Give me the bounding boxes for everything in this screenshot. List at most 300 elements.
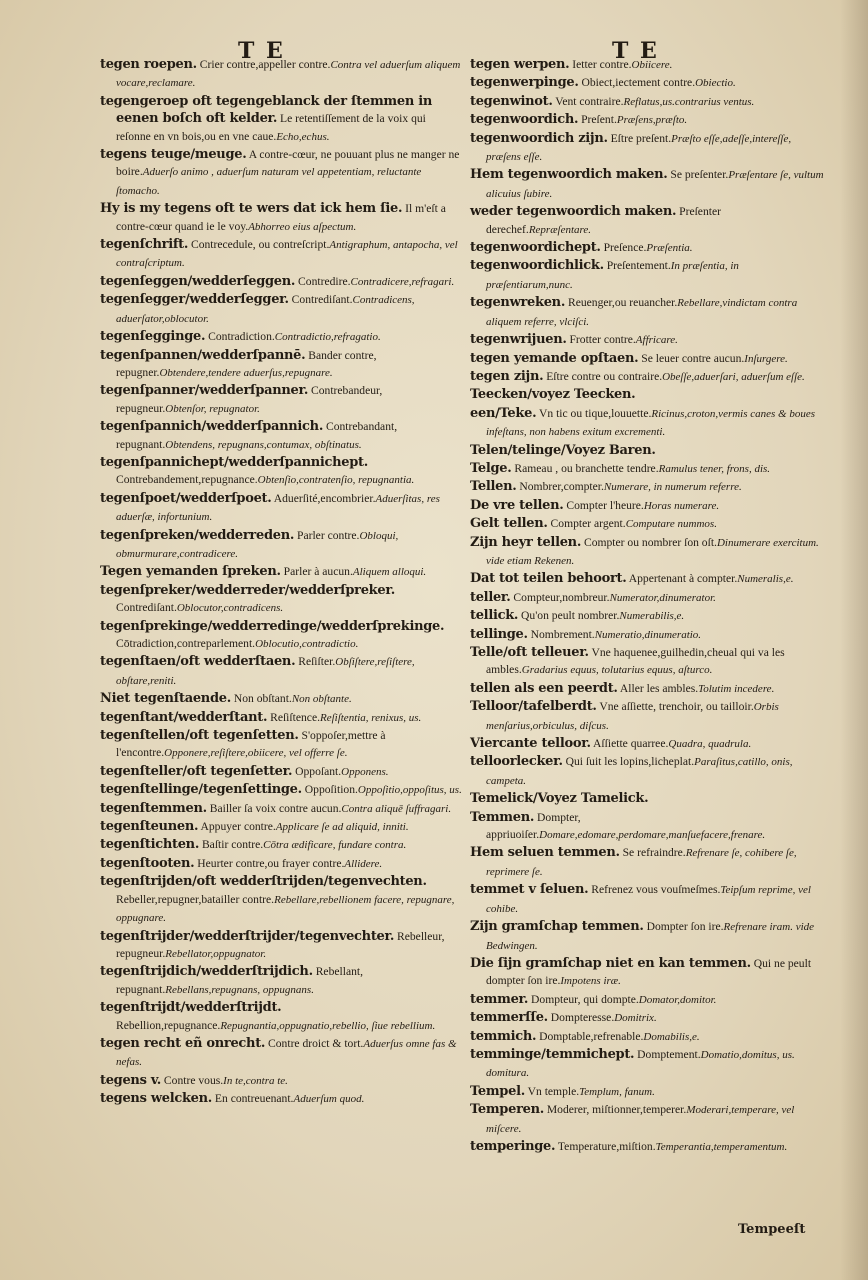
entry-headword: tellen als een peerdt. (470, 680, 618, 696)
dictionary-entry (100, 618, 462, 654)
entry-latin-definition: Repræſentare. (528, 223, 592, 236)
entry-latin-definition: Aduerſum quod. (293, 1093, 365, 1106)
dictionary-entry (100, 999, 462, 1035)
dictionary-entry (100, 928, 462, 964)
entry-headword: tellick. (470, 608, 519, 624)
dictionary-entry (100, 1090, 462, 1108)
dictionary-entry (470, 294, 828, 331)
entry-latin-definition: Ramulus tener, frons, dis. (658, 462, 771, 475)
entry-headword: tegen zijn. (470, 368, 544, 384)
entry-headword: tegenſpoet/wedderſpoet. (100, 490, 272, 506)
entry-french-definition: Contradiction. (205, 330, 275, 344)
entry-headword: Teecken/voyez Teecken. (470, 387, 636, 403)
entry-headword: Tempel. (470, 1083, 525, 1099)
dictionary-entry (470, 93, 828, 111)
entry-latin-definition: Obiectio. (695, 77, 736, 90)
entry-french-definition: Se refraindre. (619, 846, 686, 860)
entry-latin-definition: Moderari,temperare, vel miſcere. (486, 1104, 795, 1135)
entry-french-definition: Vn tic ou tique,louuette. (536, 406, 652, 420)
entry-latin-definition: Aduerſo animo , aduerſum naturam vel appetentiam, reluctante ſtomacho. (116, 166, 422, 197)
dictionary-entry (470, 368, 828, 386)
entry-headword: Telle/oft telleuer. (470, 645, 589, 660)
entry-latin-definition: Præſentia. (646, 242, 693, 255)
entry-latin-definition: Contradictio,refragatio. (274, 331, 381, 344)
entry-headword: tegen yemande opſtaen. (470, 350, 639, 366)
entry-french-definition: Contredire. (295, 274, 351, 288)
dictionary-entry (100, 855, 462, 873)
entry-headword: tegens v. (100, 1072, 162, 1088)
entry-french-definition: Rebelleur, repugneur. (116, 929, 445, 960)
entry-latin-definition: Gradarius equus, tolutarius equus, aſturco. (521, 664, 713, 677)
dictionary-entry (470, 753, 828, 790)
entry-french-definition: Frotter contre. (566, 333, 636, 347)
entry-french-definition: Rebellant, repugnant. (116, 965, 364, 996)
entry-french-definition: Cōtradiction,contreparlement. (116, 637, 256, 650)
entry-headword: temperinge. (470, 1138, 556, 1154)
entry-latin-definition: Contradicens, aduerſator,oblocutor. (116, 294, 415, 325)
dictionary-entry (470, 844, 828, 881)
dictionary-entry (100, 347, 462, 383)
entry-headword: tegenſpanner/wedderſpanner. (100, 383, 309, 399)
entry-headword: temminge/temmichept. (470, 1046, 635, 1062)
entry-headword: tegenſpannen/wedderſpannē. (100, 347, 306, 363)
entry-headword: Telge. (470, 460, 512, 476)
entry-headword: De vre tellen. (470, 497, 564, 513)
entry-french-definition: Rebeller,repugner,batailler contre. (116, 892, 275, 906)
entry-french-definition: Il m'eſt a contre-cœur quand ie le voy. (116, 202, 446, 233)
entry-french-definition: Crier contre,appeller contre. (196, 58, 331, 71)
entry-headword: tegenſteller/oft tegenſetter. (100, 763, 293, 779)
entry-french-definition: Dompteur, qui dompte. (528, 992, 639, 1006)
entry-latin-definition: Teipſum reprime, vel cohibe. (486, 884, 811, 915)
dictionary-entry (470, 442, 828, 460)
entry-french-definition: S'oppoſer,mettre à l'encontre. (116, 729, 386, 760)
entry-headword: tegenſtellen/oft tegenſetten. (100, 728, 299, 744)
entry-latin-definition: In præſentia, in præſentiarum,nunc. (486, 260, 739, 291)
dictionary-entry (470, 607, 828, 625)
entry-headword: Viercante telloor. (470, 736, 591, 752)
entry-headword: tegenſegginge. (100, 329, 206, 345)
dictionary-entry (470, 350, 828, 368)
entry-french-definition: Domptable,refrenable. (536, 1029, 644, 1043)
entry-headword: Hem seluen temmen. (470, 845, 620, 861)
entry-french-definition: Bailler ſa voix contre aucun. (206, 801, 342, 815)
dictionary-entry (470, 239, 828, 257)
entry-headword: temmer. (470, 991, 529, 1007)
entry-headword: Telloor/tafelberdt. (470, 699, 597, 715)
entry-french-definition: Qui ne peult dompter ſon ire. (486, 956, 812, 988)
entry-french-definition: Se leuer contre aucun. (638, 351, 745, 365)
dictionary-entry (470, 589, 828, 607)
dictionary-entry (100, 690, 462, 708)
entry-latin-definition: Obtendere,tendere aduerſus,repugnare. (159, 366, 333, 379)
dictionary-entry (470, 918, 828, 955)
entry-latin-definition: Quadra, quadrula. (668, 738, 752, 751)
entry-latin-definition: Præſens,præſto. (616, 114, 688, 127)
entry-headword: tegens teuge/meuge. (100, 147, 247, 163)
entry-french-definition: Contrediſant. (288, 293, 353, 307)
entry-latin-definition: Opponens. (341, 765, 389, 778)
dictionary-entry (470, 626, 828, 644)
dictionary-entry (100, 800, 462, 818)
entry-latin-definition: Computare nummos. (625, 518, 717, 531)
dictionary-entry (100, 563, 462, 581)
entry-french-definition: Rameau , ou branchette tendre. (511, 461, 659, 475)
entry-french-definition: Rebellion,repugnance. (116, 1018, 221, 1032)
entry-headword: Zijn heyr tellen. (470, 534, 582, 550)
entry-latin-definition: Domitrix. (614, 1012, 657, 1025)
entry-headword: tegengeroep oft tegengeblanck der ſtemmen in eenen boſch oft kelder. (100, 93, 433, 127)
entry-headword: tegenwerpinge. (470, 75, 579, 91)
entry-french-definition: Baſtir contre. (199, 838, 264, 852)
entry-headword: tegenwoordich zijn. (470, 130, 608, 146)
entry-latin-definition: Refrenare ſe, cohibere ſe, reprimere ſe. (486, 847, 797, 878)
dictionary-entry (100, 1035, 462, 1072)
entry-headword: Temperen. (470, 1102, 544, 1118)
entry-headword: tegenſtellinge/tegenſettinge. (100, 782, 302, 798)
entry-latin-definition: Obloqui, obmurmurare,contradicere. (116, 529, 399, 560)
dictionary-entry (470, 790, 828, 808)
entry-headword: Zijn gramſchap temmen. (470, 919, 644, 935)
entry-latin-definition: Impotens iræ. (560, 975, 621, 988)
entry-headword: tegenwoordich. (470, 112, 579, 128)
entry-latin-definition: Templum, fanum. (579, 1085, 655, 1098)
dictionary-entry (470, 1009, 828, 1027)
dictionary-entry (100, 873, 462, 927)
entry-latin-definition: Aliquem alloqui. (352, 566, 427, 579)
entry-headword: tegenſpreken/wedderreden. (100, 527, 295, 543)
dictionary-entry (100, 454, 462, 490)
entry-latin-definition: Dinumerare exercitum. vide etiam Rekenen. (486, 536, 819, 567)
entry-french-definition: Appertenant à compter. (626, 572, 738, 586)
entry-latin-definition: Numerator,dinumerator. (609, 591, 716, 604)
entry-latin-definition: Oblocutor,contradicens. (176, 602, 284, 615)
entry-headword: tegen werpen. (470, 57, 570, 72)
dictionary-entry (470, 331, 828, 349)
dictionary-entry (470, 56, 828, 74)
dictionary-entry (470, 955, 828, 991)
entry-french-definition: Qu'on peult nombrer. (518, 609, 620, 623)
entry-french-definition: Contre droict & tort. (265, 1036, 364, 1050)
entry-headword: tegenwinot. (470, 93, 553, 109)
entry-headword: tegenſpannichept/wedderſpannichept. (100, 454, 368, 470)
entry-french-definition: Appuyer contre. (198, 820, 276, 834)
entry-french-definition: Preſenter derechef. (486, 205, 721, 236)
entry-french-definition: Vent contraire. (552, 94, 624, 108)
entry-latin-definition: Obiicere. (631, 59, 673, 71)
entry-latin-definition: Domabilis,e. (643, 1030, 700, 1043)
entry-french-definition: Contrebandement,repugnance. (116, 473, 258, 487)
entry-headword: Temelick/Voyez Tamelick. (470, 791, 649, 807)
entry-latin-definition: Temperantia,temperamentum. (655, 1140, 788, 1153)
entry-headword: tegenſchrift. (100, 237, 189, 253)
entry-french-definition: Eſtre preſent. (607, 131, 672, 145)
entry-headword: Gelt tellen. (470, 516, 548, 532)
entry-latin-definition: Abhorreo eius aſpectum. (248, 220, 357, 233)
entry-headword: tegenwoordichept. (470, 240, 601, 256)
entry-french-definition: Compter argent. (547, 517, 626, 531)
entry-french-definition: Compter l'heure. (563, 498, 644, 512)
right-column (470, 56, 828, 1156)
entry-latin-definition: Contra aliquē ſuffragari. (341, 802, 452, 815)
entry-french-definition: Dompteresse. (547, 1011, 615, 1025)
entry-headword: een/Teke. (470, 405, 537, 421)
entry-french-definition: Refrenez vous vouſmeſmes. (588, 883, 721, 897)
entry-french-definition: Nombrement. (527, 627, 595, 641)
entry-french-definition: Moderer, miſtionner,temperer. (543, 1103, 687, 1117)
entry-latin-definition: Reſiſtentia, renixus, us. (319, 711, 422, 724)
entry-french-definition: Le retentiſſement de la voix qui reſonne en vn bois,ou en vne caue. (116, 112, 426, 143)
entry-headword: tegenſpreker/wedderreder/wedderſpreker. (100, 582, 395, 598)
entry-french-definition: Parler à aucun. (280, 565, 353, 579)
entry-latin-definition: Oblocutio,contradictio. (255, 638, 359, 650)
entry-latin-definition: Numeralis,e. (737, 573, 794, 586)
entry-french-definition: Preſentement. (603, 259, 671, 273)
dictionary-entry (100, 328, 462, 346)
column-header-left: T E (238, 38, 285, 64)
entry-headword: tegens welcken. (100, 1091, 213, 1107)
dictionary-entry (470, 257, 828, 294)
page-gutter-shadow (840, 0, 868, 1280)
dictionary-entry (470, 166, 828, 203)
entry-french-definition: Se preſenter. (667, 168, 729, 182)
entry-french-definition: Contrebandant, repugnant. (116, 420, 398, 451)
entry-latin-definition: Præſto eſſe,adeſſe,intereſſe, præſens eſſe. (486, 132, 792, 164)
dictionary-entry (100, 582, 462, 618)
dictionary-entry (100, 236, 462, 273)
entry-french-definition: Aſſiette quarree. (590, 737, 669, 751)
entry-french-definition: Compter ou nombrer ſon oſt. (581, 535, 717, 549)
entry-headword: tegenwrijuen. (470, 332, 567, 348)
entry-headword: tegenſtrijdt/wedderſtrijdt. (100, 1000, 282, 1016)
entry-latin-definition: Cōtra ædificare, fundare contra. (263, 839, 407, 852)
entry-french-definition: Preſent. (578, 113, 617, 127)
entry-headword: Tellen. (470, 479, 517, 495)
entry-latin-definition: Rebellans,repugnans, oppugnans. (165, 983, 314, 996)
dictionary-entry (100, 709, 462, 727)
dictionary-entry (470, 570, 828, 588)
entry-french-definition: Contrediſant. (116, 601, 177, 615)
entry-headword: tegenſtrijder/wedderſtrijder/tegenvechter. (100, 928, 395, 944)
entry-headword: tegenſtemmen. (100, 800, 207, 816)
dictionary-entry (470, 405, 828, 442)
dictionary-entry (470, 881, 828, 918)
entry-french-definition: Aller les ambles. (617, 681, 699, 695)
entry-latin-definition: Repugnantia,oppugnatio,rebellio, ſiue rebellium. (220, 1019, 436, 1032)
entry-latin-definition: Antigraphum, antapocha, vel contraſcriptum. (116, 239, 458, 270)
dictionary-entry (470, 1046, 828, 1083)
entry-headword: tegenwoordichlick. (470, 258, 604, 274)
entry-french-definition: Parler contre. (294, 528, 360, 542)
dictionary-entry (100, 727, 462, 763)
dictionary-entry (470, 478, 828, 496)
entry-french-definition: Vne haquenee,guilhedin,cheual qui va les ambles. (486, 646, 785, 677)
entry-french-definition: Dompter, appriuoiſer. (486, 810, 581, 842)
entry-headword: Die ſijn gramſchap niet en kan temmen. (470, 955, 751, 971)
dictionary-entry (100, 1072, 462, 1090)
entry-headword: temmich. (470, 1028, 537, 1044)
dictionary-entry (470, 203, 828, 239)
entry-french-definition: Heurter contre,ou frayer contre. (194, 856, 345, 870)
dictionary-entry (100, 781, 462, 799)
dictionary-entry (470, 497, 828, 515)
entry-latin-definition: Reflatus,us.contrarius ventus. (623, 95, 755, 108)
entry-headword: tegen roepen. (100, 57, 197, 72)
entry-french-definition: Contrecedule, ou contreſcript. (188, 238, 330, 252)
entry-latin-definition: Numerabilis,e. (619, 610, 685, 623)
column-header-right: T E (612, 38, 659, 64)
dictionary-entry (100, 56, 462, 93)
dictionary-entry (470, 1083, 828, 1101)
dictionary-entry (100, 818, 462, 836)
entry-headword: tegenſeggen/wedderſeggen. (100, 273, 296, 289)
dictionary-entry (100, 963, 462, 999)
entry-headword: weder tegenwoordich maken. (470, 204, 677, 220)
entry-latin-definition: Aduerſus omne fas & nefas. (116, 1037, 457, 1069)
entry-latin-definition: Præſentare ſe, vultum alicuius ſubire. (486, 169, 824, 200)
entry-latin-definition: Allidere. (344, 857, 383, 870)
entry-headword: tellinge. (470, 626, 528, 642)
entry-headword: Niet tegenſtaende. (100, 691, 231, 707)
dictionary-entry (470, 991, 828, 1009)
entry-headword: tegenſtaen/oft wedderſtaen. (100, 654, 296, 670)
entry-latin-definition: Echo,echus. (276, 130, 330, 143)
entry-french-definition: Contrebandeur, repugneur. (116, 384, 383, 415)
entry-headword: temmet v ſeluen. (470, 882, 589, 898)
dictionary-entry (100, 146, 462, 200)
dictionary-entry (470, 534, 828, 571)
dictionary-entry (470, 130, 828, 167)
entry-headword: Tegen yemanden ſpreken. (100, 564, 281, 580)
entry-latin-definition: Non obſtante. (291, 693, 352, 706)
entry-latin-definition: Obtendens, repugnans,contumax, obſtinatus. (165, 438, 362, 451)
entry-headword: tegenwreken. (470, 295, 566, 311)
entry-headword: Dat tot teilen behoort. (470, 571, 627, 587)
entry-latin-definition: Rebellare,rebellionem facere, repugnare, oppugnare. (116, 893, 455, 925)
entry-latin-definition: Orbis menſarius,orbiculus, diſcus. (486, 701, 779, 732)
entry-french-definition: En contreuenant. (212, 1092, 294, 1106)
entry-french-definition: Contre vous. (161, 1073, 224, 1087)
entry-headword: tegenſprekinge/wedderredinge/wedderſprekinge. (100, 618, 445, 634)
entry-french-definition: Oppoſant. (292, 764, 342, 778)
dictionary-entry (470, 386, 828, 404)
dictionary-entry (100, 382, 462, 418)
entry-french-definition: Nombrer,compter. (516, 480, 604, 494)
dictionary-entry (470, 698, 828, 735)
entry-french-definition: Vne aſſiette, trenchoir, ou tailloir. (596, 700, 754, 714)
entry-latin-definition: Aduerſitas, res aduerſæ, infortunium. (116, 492, 440, 524)
dictionary-entry (470, 111, 828, 129)
entry-latin-definition: Obeſſe,aduerſari, aduerſum eſſe. (662, 370, 805, 383)
dictionary-entry (470, 1101, 828, 1138)
entry-latin-definition: Obtenſio,contratenſio, repugnantia. (257, 474, 415, 487)
entry-headword: tegenſtrijden/oft wedderſtrijden/tegenvechten. (100, 874, 427, 890)
entry-latin-definition: In te,contra te. (223, 1074, 288, 1087)
entry-latin-definition: Rebellare,vindictam contra aliquem referre, vlciſci. (486, 297, 798, 328)
entry-headword: tegenſtooten. (100, 855, 195, 871)
dictionary-entry (100, 200, 462, 236)
entry-french-definition: Reſiſter. (295, 655, 336, 669)
entry-latin-definition: Refrenare iram. vide Bedwingen. (486, 921, 815, 952)
entry-latin-definition: Domare,edomare,perdomare,manſuefacere,frenare. (539, 829, 766, 842)
dictionary-entry (470, 74, 828, 92)
dictionary-entry (470, 644, 828, 680)
entry-french-definition: Dompter ſon ire. (643, 920, 724, 934)
entry-headword: tegenſtichten. (100, 837, 200, 853)
entry-french-definition: Eſtre contre ou contraire. (543, 369, 663, 383)
entry-latin-definition: Tolutim incedere. (698, 682, 775, 695)
entry-french-definition: Obiect,iectement contre. (578, 76, 696, 90)
dictionary-entry (100, 836, 462, 854)
entry-latin-definition: Inſurgere. (744, 352, 788, 365)
entry-french-definition: Reſiſtence. (267, 710, 320, 724)
entry-latin-definition: Opponere,reſiſtere,obiicere, vel offerre ſe. (164, 747, 348, 760)
entry-latin-definition: Affricare. (635, 334, 678, 347)
entry-french-definition: Domptement. (634, 1047, 701, 1061)
left-column (100, 56, 462, 1109)
dictionary-entry (100, 273, 462, 291)
entry-french-definition: Non obſtant. (230, 692, 292, 706)
entry-headword: Hem tegenwoordich maken. (470, 167, 668, 183)
entry-latin-definition: Rebellator,oppugnator. (165, 947, 267, 960)
dictionary-entry (100, 763, 462, 781)
entry-latin-definition: Ricinus,croton,vermis canes & boues infeſtans, non habens exitum excrementi. (486, 407, 816, 439)
catchword: Tempeeſt (738, 1222, 806, 1237)
dictionary-entry (100, 418, 462, 454)
dictionary-entry (470, 1138, 828, 1156)
dictionary-entry (470, 515, 828, 533)
entry-headword: Temmen. (470, 809, 535, 825)
entry-latin-definition: Contradicere,refragari. (350, 275, 455, 288)
entry-headword: Hy is my tegens oft te wers dat ick hem ſie. (100, 201, 403, 217)
entry-french-definition: Bander contre, repugner. (116, 348, 377, 379)
entry-latin-definition: Domator,domitor. (638, 993, 717, 1006)
dictionary-entry (100, 490, 462, 527)
entry-latin-definition: Domatio,domitus, us. domitura. (486, 1048, 795, 1080)
entry-latin-definition: Obtenſor, repugnator. (165, 402, 260, 415)
entry-french-definition: Reuenger,ou reuancher. (565, 296, 678, 310)
entry-french-definition: Compteur,nombreur. (510, 590, 610, 604)
dictionary-entry (470, 460, 828, 478)
entry-headword: teller. (470, 589, 511, 605)
entry-latin-definition: Applicare ſe ad aliquid, inniti. (275, 821, 409, 834)
entry-headword: tegen recht eñ onrecht. (100, 1035, 266, 1051)
entry-latin-definition: Numeratio,dinumeratio. (594, 628, 702, 641)
entry-headword: telloorlecker. (470, 754, 563, 770)
entry-headword: Telen/telinge/Voyez Baren. (470, 442, 656, 458)
entry-headword: tegenſteunen. (100, 819, 199, 835)
entry-french-definition: Qui ſuit les lopins,licheplat. (562, 755, 695, 769)
dictionary-entry (100, 93, 462, 146)
entry-french-definition: Preſence. (600, 241, 647, 255)
entry-latin-definition: Obſiſtere,reſiſtere, obſtare,reniti. (116, 656, 415, 687)
entry-headword: tegenſtrijdich/wedderſtrijdich. (100, 964, 313, 980)
entry-french-definition: A contre-cœur, ne pouuant plus ne manger ne boire. (116, 148, 460, 179)
entry-headword: tegenſtant/wedderſtant. (100, 709, 268, 725)
entry-latin-definition: Paraſitus,catillo, onis, campeta. (486, 756, 793, 787)
entry-french-definition: Vn temple. (524, 1084, 580, 1098)
dictionary-entry (100, 653, 462, 690)
dictionary-entry (470, 680, 828, 698)
entry-french-definition: Oppoſition. (301, 783, 358, 797)
entry-latin-definition: Oppoſitio,oppoſitus, us. (357, 784, 462, 797)
dictionary-entry (470, 1028, 828, 1046)
entry-latin-definition: Numerare, in numerum referre. (603, 481, 742, 494)
dictionary-entry (470, 735, 828, 753)
entry-french-definition: Ietter contre. (569, 58, 632, 71)
dictionary-entry (100, 291, 462, 328)
entry-headword: temmerſſe. (470, 1010, 548, 1026)
